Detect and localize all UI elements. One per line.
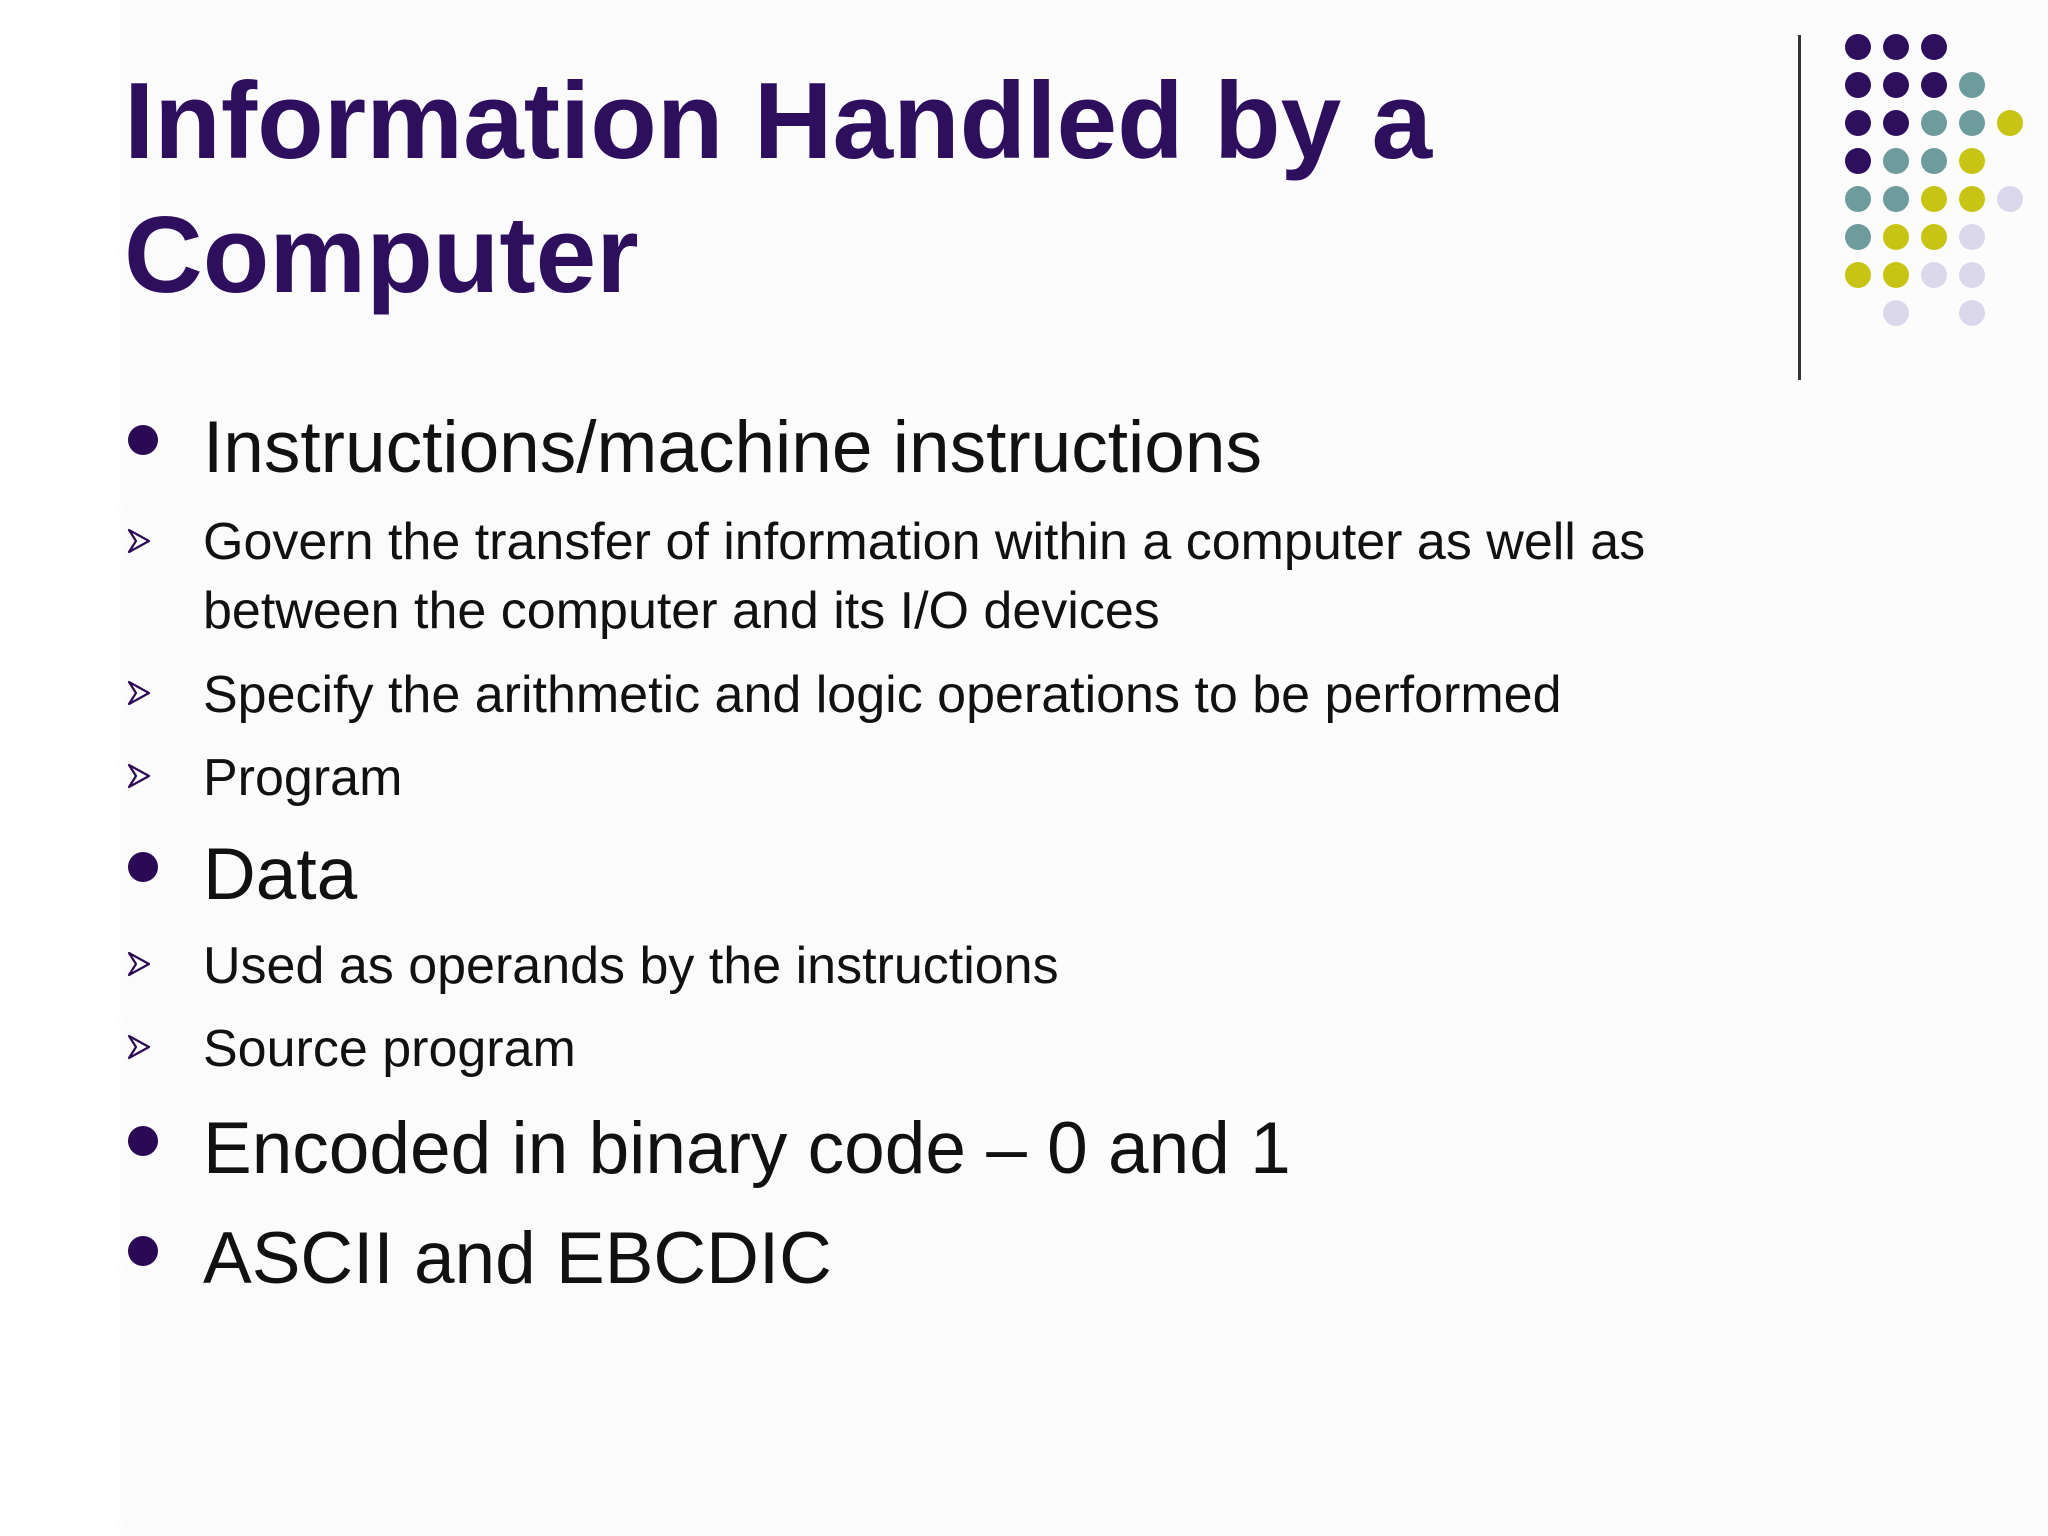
bullet-text: Instructions/machine instructions <box>203 407 1262 488</box>
arrow-bullet-icon <box>127 680 151 706</box>
arrow-bullet-icon <box>127 1034 151 1060</box>
arrow-bullet-icon <box>127 951 151 977</box>
bullet-dot-icon <box>128 1236 158 1266</box>
sub-bullet-text: Source program <box>203 1020 576 1078</box>
sub-bullet-text: Govern the transfer of information within a computer as well as between the computer and its I/O devices <box>203 513 1646 640</box>
arrow-bullet-icon <box>127 763 151 789</box>
bullet-text: Data <box>203 834 358 915</box>
sub-bullet-text: Used as operands by the instructions <box>203 937 1059 995</box>
bullet-dot-icon <box>128 425 158 455</box>
sub-bullet-text: Specify the arithmetic and logic operations to be performed <box>203 666 1562 724</box>
bullet-text: Encoded in binary code – 0 and 1 <box>203 1108 1291 1189</box>
slide-title: Information Handled by a Computer <box>124 60 1433 316</box>
arrow-bullet-icon <box>127 528 151 554</box>
bullet-text: ASCII and EBCDIC <box>203 1218 832 1299</box>
bullet-dot-icon <box>128 1126 158 1156</box>
sub-bullet-text: Program <box>203 749 403 807</box>
bullet-dot-icon <box>128 852 158 882</box>
